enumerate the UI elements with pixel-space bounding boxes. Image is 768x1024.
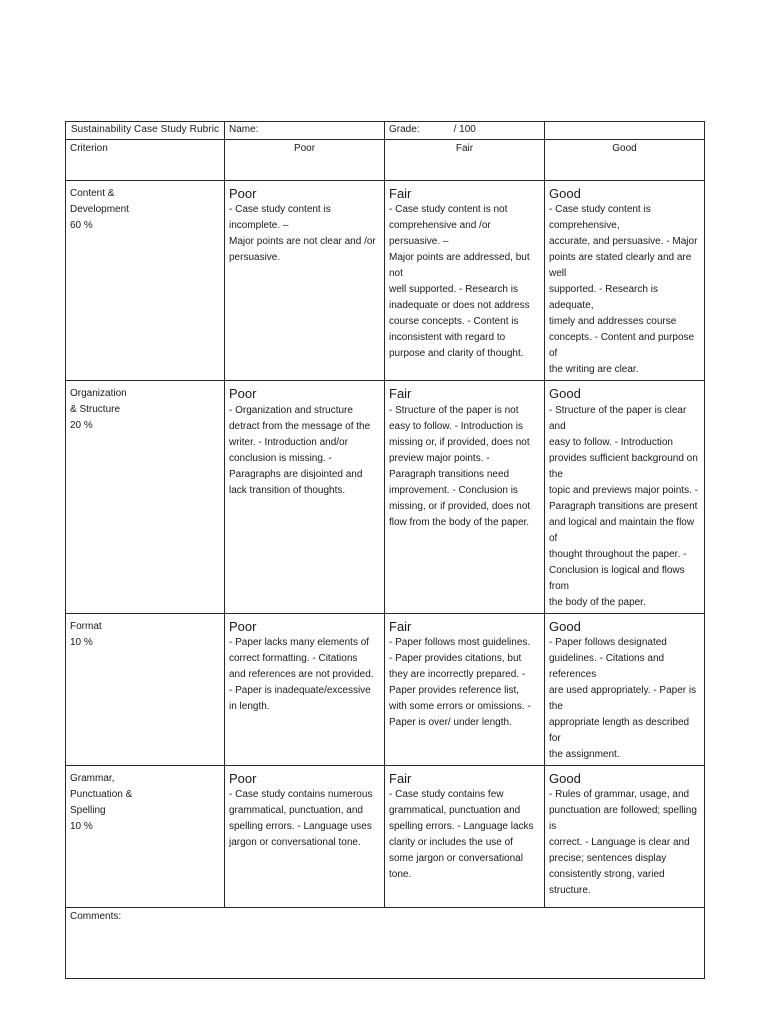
criterion-label: Grammar, Punctuation & Spelling 10 %: [70, 772, 133, 832]
level-description: - Structure of the paper is not easy to follow. - Introduction is missing or, if provided, does not preview major points. - Paragraph transitions need improvement. - Conclusion is missing, or if provided, does not flow from the body of the paper.: [389, 404, 531, 528]
good-cell: [545, 381, 705, 613]
rubric-row-content: [66, 181, 705, 381]
grade-field[interactable]: [385, 122, 545, 140]
criterion-label: Content & Development 60 %: [70, 188, 129, 231]
criterion-label: Organization & Structure 20 %: [70, 388, 127, 432]
grade-label: Grade:: [389, 124, 420, 135]
level-title: Poor: [229, 386, 257, 402]
level-title: Good: [549, 386, 581, 402]
level-title: Good: [549, 770, 581, 786]
level-title: Good: [549, 618, 581, 634]
level-description: - Structure of the paper is clear and easy to follow. - Introduction provides sufficient background on the topic and previews major points. - Paragraph transitions are present and logical and maintain the flow of thought throughout the paper. - Conclusion is logical and flows from the body of the paper.: [549, 404, 698, 608]
criterion-cell: [66, 613, 225, 765]
level-description: - Case study content is not comprehensive and /or persuasive. – Major points are addressed, but not well supported. - Research is inadequate or does not address course concepts. - Content is inconsistent with regard to purpose and clarity of thought.: [389, 204, 530, 360]
grade-max: / 100: [453, 124, 476, 135]
poor-header: Poor: [225, 140, 385, 181]
fair-cell: [385, 613, 545, 765]
good-cell: [545, 181, 705, 381]
comments-label: Comments:: [70, 910, 122, 922]
level-description: - Case study contains few grammatical, punctuation and spelling errors. - Language lacks clarity or includes the use of some jargon or conversational tone.: [389, 789, 534, 881]
level-description: - Paper lacks many elements of correct formatting. - Citations and references are not provided. - Paper is inadequate/excessive in length.: [229, 636, 374, 712]
rubric-row-organization: [66, 381, 705, 613]
header-blank-cell: [545, 122, 705, 140]
column-header-row: [66, 140, 705, 181]
poor-cell: [225, 765, 385, 907]
level-title: Good: [549, 186, 581, 201]
level-description: - Rules of grammar, usage, and punctuation are followed; spelling is correct. - Language is clear and precise; sentences display consistently strong, varied structure.: [549, 789, 697, 897]
level-description: - Paper follows designated guidelines. - Citations and references are used appropriately. - Paper is the appropriate length as described for the assignment.: [549, 636, 697, 760]
comments-field[interactable]: [66, 907, 705, 978]
rubric-row-grammar: [66, 765, 705, 907]
criterion-cell: [66, 765, 225, 907]
criterion-header: Criterion: [66, 140, 225, 181]
criterion-cell: [66, 181, 225, 381]
level-title: Poor: [229, 770, 257, 786]
fair-cell: [385, 381, 545, 613]
level-title: Poor: [229, 186, 257, 201]
fair-header: Fair: [385, 140, 545, 181]
fair-cell: [385, 765, 545, 907]
level-title: Poor: [229, 618, 257, 634]
good-cell: [545, 613, 705, 765]
rubric-title: Sustainability Case Study Rubric: [66, 122, 225, 140]
name-label: Name:: [229, 124, 259, 135]
level-description: - Case study content is incomplete. – Major points are not clear and /or persuasive.: [229, 204, 376, 264]
level-title: Fair: [389, 770, 412, 786]
level-title: Fair: [389, 618, 412, 634]
criterion-label: Format 10 %: [70, 620, 102, 648]
good-cell: [545, 765, 705, 907]
rubric-header-row: [66, 122, 705, 140]
rubric-table: [65, 121, 705, 979]
name-field[interactable]: [225, 122, 385, 140]
level-title: Fair: [389, 186, 412, 201]
poor-cell: [225, 613, 385, 765]
poor-cell: [225, 381, 385, 613]
level-title: Fair: [389, 386, 412, 402]
comments-row: [66, 907, 705, 978]
level-description: - Paper follows most guidelines. - Paper provides citations, but they are incorrectly prepared. - Paper provides reference list, with some errors or omissions. - Paper is over/ under length.: [389, 636, 531, 728]
poor-cell: [225, 181, 385, 381]
criterion-cell: [66, 381, 225, 613]
level-description: - Case study contains numerous grammatical, punctuation, and spelling errors. - Language uses jargon or conversational tone.: [229, 789, 373, 849]
good-header: Good: [545, 140, 705, 181]
level-description: - Organization and structure detract from the message of the writer. - Introduction and/or conclusion is missing. - Paragraphs are disjointed and lack transition of thoughts.: [229, 404, 371, 496]
rubric-row-format: [66, 613, 705, 765]
fair-cell: [385, 181, 545, 381]
level-description: - Case study content is comprehensive, accurate, and persuasive. - Major points are stated clearly and are well supported. - Research is adequate, timely and addresses course concepts. - Content and purpose of the writing are clear.: [549, 204, 698, 376]
